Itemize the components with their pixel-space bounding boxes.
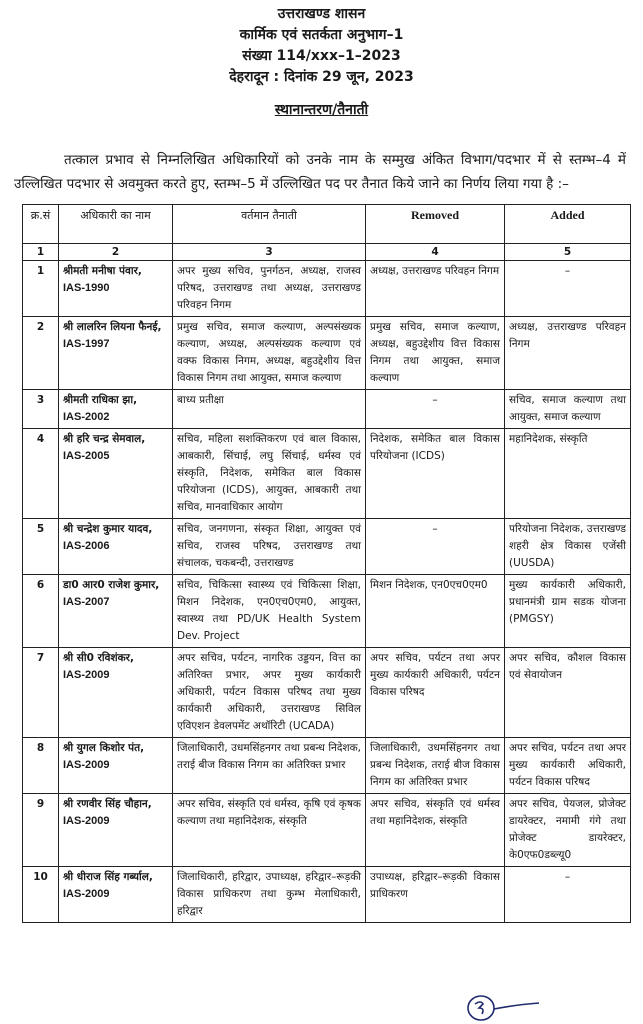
current-posting: अपर सचिव, संस्कृति एवं धर्मस्व, कृषि एवं कृषक कल्याण तथा महानिदेशक, संस्कृति xyxy=(173,794,366,867)
table-row xyxy=(23,575,631,648)
officer-service-batch: IAS-2009 xyxy=(63,815,110,827)
table-row xyxy=(23,738,631,794)
column-number: 3 xyxy=(173,244,366,261)
added-charge: – xyxy=(505,261,631,317)
officer-service-batch: IAS-1990 xyxy=(63,282,110,294)
table-row xyxy=(23,317,631,390)
removed-charge: अपर सचिव, संस्कृति एवं धर्मस्व तथा महानिदेशक, संस्कृति xyxy=(366,794,505,867)
column-number-row xyxy=(23,244,631,261)
current-posting: सचिव, महिला सशक्तिकरण एवं बाल विकास, आबकारी, सिंचाई, लघु सिंचाई, धर्मस्व एवं संस्कृति, निदेशक, समेकित बाल विकास परियोजना (ICDS), आयुक्त, आबकारी तथा सचिव, मानवाधिकार आयोग xyxy=(173,429,366,519)
subject-text: स्थानान्तरण/तैनाती xyxy=(274,102,369,118)
officer-name: श्री लालरिन लियना फैनई, xyxy=(63,321,162,333)
officer-service-batch: IAS-2005 xyxy=(63,450,110,462)
table-row xyxy=(23,429,631,519)
removed-charge: जिलाधिकारी, उधमसिंहनगर तथा प्रबन्ध निदेशक, तराई बीज विकास निगम का अतिरिक्त प्रभार xyxy=(366,738,505,794)
government-name: उत्तराखण्ड शासन xyxy=(277,6,366,22)
added-charge: मुख्य कार्यकारी अधिकारी, प्रधानमंत्री ग्राम सडक योजना (PMGSY) xyxy=(505,575,631,648)
officer-cell xyxy=(59,648,173,738)
signature-stroke xyxy=(475,1002,483,1014)
officer-cell xyxy=(59,390,173,429)
added-charge: परियोजना निदेशक, उत्तराखण्ड शहरी क्षेत्र विकास एजेंसी (UUSDA) xyxy=(505,519,631,575)
current-posting: अपर मुख्य सचिव, पुनर्गठन, अध्यक्ष, राजस्व परिषद, उत्तराखण्ड तथा अध्यक्ष, उत्तराखण्ड परिवहन निगम xyxy=(173,261,366,317)
added-charge: सचिव, समाज कल्याण तथा आयुक्त, समाज कल्याण xyxy=(505,390,631,429)
table-row xyxy=(23,794,631,867)
removed-charge: निदेशक, समेकित बाल विकास परियोजना (ICDS) xyxy=(366,429,505,519)
removed-charge: अपर सचिव, पर्यटन तथा अपर मुख्य कार्यकारी अधिकारी, पर्यटन विकास परिषद xyxy=(366,648,505,738)
order-paragraph: तत्काल प्रभाव से निम्नलिखित अधिकारियों को उनके नाम के सम्मुख अंकित विभाग/पदभार में से स्तम्भ–4 में उल्लिखित पदभार से अवमुक्त करते हुए, स्तम्भ–5 में उल्लिखित पद पर तैनात किये जाने का निर्णय लिया गया है :– xyxy=(14,151,626,192)
transfer-table xyxy=(22,204,631,923)
header-officer-name: अधिकारी का नाम xyxy=(59,205,173,244)
subject-line xyxy=(0,100,643,119)
officer-name: श्री सी0 रविशंकर, xyxy=(63,652,134,664)
table-row xyxy=(23,867,631,923)
header-added: Added xyxy=(505,205,631,244)
table-row xyxy=(23,261,631,317)
removed-charge: प्रमुख सचिव, समाज कल्याण, अध्यक्ष, बहुउद्देशीय वित्त विकास निगम तथा आयुक्त, समाज कल्याण xyxy=(366,317,505,390)
table-row xyxy=(23,648,631,738)
column-number: 4 xyxy=(366,244,505,261)
removed-charge: उपाध्यक्ष, हरिद्वार–रूड़की विकास प्राधिकरण xyxy=(366,867,505,923)
current-posting: अपर सचिव, पर्यटन, नागरिक उड्डयन, वित्त का अतिरिक्त प्रभार, अपर मुख्य कार्यकारी अधिकारी, पर्यटन विकास परिषद तथा मुख्य कार्यकारी अधिकारी, उत्तराखण्ड सिविल एविएशन डेवलपमेंट अथॉरिटी (UCADA) xyxy=(173,648,366,738)
current-posting: सचिव, चिकित्सा स्वास्थ्य एवं चिकित्सा शिक्षा, मिशन निदेशक, एन0एच0एम0, आयुक्त, स्वास्थ्य तथा PD/UK Health System Dev. Project xyxy=(173,575,366,648)
header-removed: Removed xyxy=(366,205,505,244)
officer-cell xyxy=(59,794,173,867)
header-serial: क्र.सं xyxy=(23,205,59,244)
added-charge: महानिदेशक, संस्कृति xyxy=(505,429,631,519)
officer-cell xyxy=(59,519,173,575)
officer-cell xyxy=(59,429,173,519)
serial-number: 1 xyxy=(23,261,59,317)
serial-number: 2 xyxy=(23,317,59,390)
serial-number: 6 xyxy=(23,575,59,648)
officer-name: श्री रणवीर सिंह चौहान, xyxy=(63,798,152,810)
officer-name: श्री धीराज सिंह गर्ब्याल, xyxy=(63,871,153,883)
officer-service-batch: IAS-2006 xyxy=(63,540,110,552)
column-number: 1 xyxy=(23,244,59,261)
serial-number: 7 xyxy=(23,648,59,738)
removed-charge: – xyxy=(366,519,505,575)
added-charge: अपर सचिव, पर्यटन तथा अपर मुख्य कार्यकारी अधिकारी, पर्यटन विकास परिषद xyxy=(505,738,631,794)
table-body xyxy=(23,261,631,923)
current-posting: जिलाधिकारी, हरिद्वार, उपाध्यक्ष, हरिद्वार–रूड़की विकास प्राधिकरण तथा कुम्भ मेलाधिकारी, हरिद्वार xyxy=(173,867,366,923)
current-posting: जिलाधिकारी, उधमसिंहनगर तथा प्रबन्ध निदेशक, तराई बीज विकास निगम का अतिरिक्त प्रभार xyxy=(173,738,366,794)
serial-number: 8 xyxy=(23,738,59,794)
added-charge: अध्यक्ष, उत्तराखण्ड परिवहन निगम xyxy=(505,317,631,390)
order-number: संख्या 114/xxx–1–2023 xyxy=(242,48,401,64)
officer-service-batch: IAS-1997 xyxy=(63,338,110,350)
added-charge: अपर सचिव, पेयजल, प्रोजेक्ट डायरेक्टर, नमामी गंगे तथा प्रोजेक्ट डायरेक्टर, के0एफ0डब्ल्यू0 xyxy=(505,794,631,867)
table-row xyxy=(23,390,631,429)
serial-number: 10 xyxy=(23,867,59,923)
current-posting: सचिव, जनगणना, संस्कृत शिक्षा, आयुक्त एवं सचिव, राजस्व परिषद, उत्तराखण्ड तथा संचालक, चकबन्दी, उत्तराखण्ड xyxy=(173,519,366,575)
officer-name: श्रीमती राधिका झा, xyxy=(63,394,138,406)
officer-service-batch: IAS-2007 xyxy=(63,596,110,608)
officer-name: श्री चन्द्रेश कुमार यादव, xyxy=(63,523,153,535)
table-header-row xyxy=(23,205,631,244)
serial-number: 3 xyxy=(23,390,59,429)
department-name: कार्मिक एवं सतर्कता अनुभाग–1 xyxy=(239,27,404,43)
officer-cell xyxy=(59,738,173,794)
officer-name: डा0 आर0 राजेश कुमार, xyxy=(63,579,160,591)
added-charge: अपर सचिव, कौशल विकास एवं सेवायोजन xyxy=(505,648,631,738)
table-row xyxy=(23,519,631,575)
removed-charge: – xyxy=(366,390,505,429)
removed-charge: मिशन निदेशक, एन0एच0एम0 xyxy=(366,575,505,648)
officer-cell xyxy=(59,575,173,648)
officer-service-batch: IAS-2009 xyxy=(63,888,110,900)
order-date: देहरादून : दिनांक 29 जून, 2023 xyxy=(229,69,414,85)
serial-number: 5 xyxy=(23,519,59,575)
serial-number: 9 xyxy=(23,794,59,867)
officer-service-batch: IAS-2009 xyxy=(63,669,110,681)
officer-name: श्री हरि चन्द्र सेमवाल, xyxy=(63,433,146,445)
header-current-posting: वर्तमान तैनाती xyxy=(173,205,366,244)
signature-mark xyxy=(465,990,555,1024)
officer-service-batch: IAS-2002 xyxy=(63,411,110,423)
current-posting: बाध्य प्रतीक्षा xyxy=(173,390,366,429)
column-number: 2 xyxy=(59,244,173,261)
officer-name: श्रीमती मनीषा पंवार, xyxy=(63,265,142,277)
officer-name: श्री युगल किशोर पंत, xyxy=(63,742,145,754)
document-header xyxy=(0,4,643,88)
officer-cell xyxy=(59,261,173,317)
removed-charge: अध्यक्ष, उत्तराखण्ड परिवहन निगम xyxy=(366,261,505,317)
serial-number: 4 xyxy=(23,429,59,519)
officer-cell xyxy=(59,867,173,923)
added-charge: – xyxy=(505,867,631,923)
officer-service-batch: IAS-2009 xyxy=(63,759,110,771)
officer-cell xyxy=(59,317,173,390)
column-number: 5 xyxy=(505,244,631,261)
current-posting: प्रमुख सचिव, समाज कल्याण, अल्पसंख्यक कल्याण, अध्यक्ष, अल्पसंख्यक कल्याण एवं वक्फ विकास निगम, अध्यक्ष, बहुउद्देशीय वित्त विकास निगम तथा आयुक्त, समाज कल्याण xyxy=(173,317,366,390)
signature-tail xyxy=(494,1003,539,1009)
